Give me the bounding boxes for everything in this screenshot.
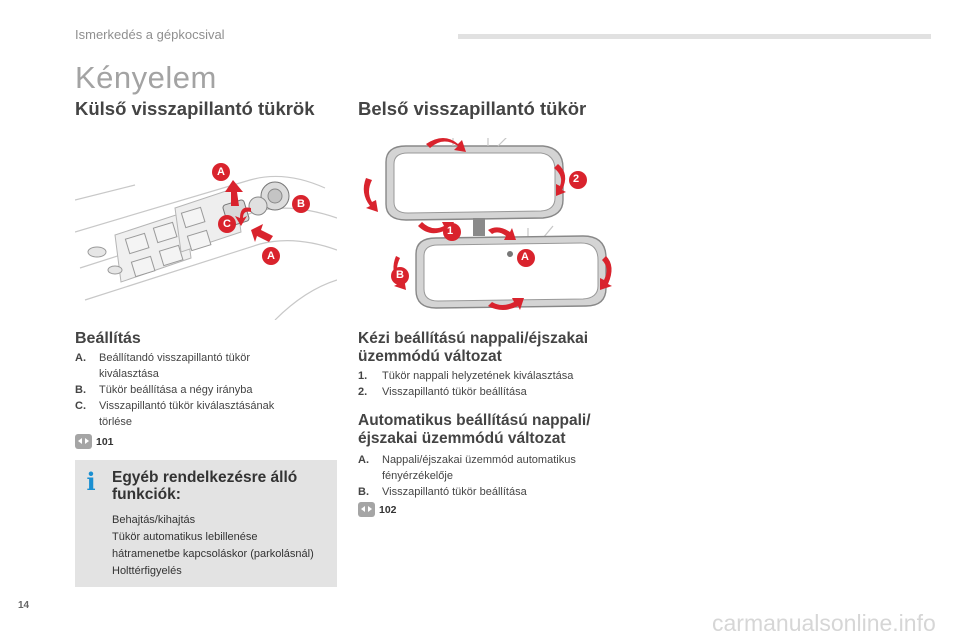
figure-label-b: B [297, 198, 305, 210]
manual-version-title [358, 330, 588, 366]
item-text: Visszapillantó tükör beállítása [382, 386, 527, 398]
info-title-line2: funkciók: [112, 486, 181, 503]
item-text: Visszapillantó tükör beállítása [382, 486, 527, 498]
list-item: Behajtás/kihajtás [112, 514, 196, 526]
page-reference-number: 102 [379, 503, 397, 516]
item-text: Beállítandó visszapillantó tükör [99, 352, 251, 364]
info-icon: i [86, 467, 96, 496]
manual-title-line2: üzemmódú változat [358, 348, 502, 365]
info-list [112, 512, 314, 580]
figure-label-1: 1 [447, 225, 454, 237]
header-section-title: Ismerkedés a gépkocsival [75, 27, 225, 42]
auto-title-line2: éjszakai üzemmódú változat [358, 430, 566, 447]
item-text: Nappali/éjszakai üzemmód automatikus [382, 454, 576, 466]
auto-title-line1: Automatikus beállítású nappali/ [358, 412, 591, 429]
item-key: C. [75, 400, 86, 412]
list-item: Tükör automatikus lebillenése [112, 531, 258, 543]
figure-label-c: C [223, 218, 231, 230]
page-link-icon [75, 434, 92, 449]
interior-mirror-illustration [358, 138, 628, 316]
figure-label-b-right: B [396, 269, 404, 281]
item-text-cont: fényérzékelője [382, 470, 453, 482]
page-link-icon [358, 502, 375, 517]
settings-list [75, 350, 330, 430]
settings-title: Beállítás [75, 330, 141, 347]
list-item [75, 398, 330, 430]
item-key: 1. [358, 370, 368, 382]
list-item [358, 384, 628, 400]
list-item [75, 350, 330, 382]
figure-label-a-bottom: A [267, 250, 275, 262]
item-text: Tükör beállítása a négy irányba [99, 384, 253, 396]
page-reference-101[interactable] [75, 434, 114, 449]
list-item: hátramenetbe kapcsoláskor (parkolásnál) [112, 548, 314, 560]
automatic-version-title [358, 412, 591, 448]
item-key: 2. [358, 386, 368, 398]
list-item [358, 484, 628, 500]
item-key: A. [358, 454, 369, 466]
door-switch-illustration [75, 140, 337, 320]
item-text: Visszapillantó tükör kiválasztásának [99, 400, 275, 412]
info-title [112, 469, 297, 503]
item-key: B. [358, 486, 369, 498]
figure-label-2: 2 [573, 173, 580, 185]
page-reference-number: 101 [96, 435, 114, 448]
auto-list [358, 452, 628, 500]
manual-title-line1: Kézi beállítású nappali/éjszakai [358, 330, 589, 347]
exterior-mirrors-heading: Külső visszapillantó tükrök [75, 98, 315, 119]
item-text-cont: törlése [99, 416, 133, 428]
watermark: carmanualsonline.info [712, 610, 936, 636]
item-key: B. [75, 384, 86, 396]
page-reference-102[interactable] [358, 502, 397, 517]
list-item [358, 368, 628, 384]
figure-label-a: A [521, 251, 529, 263]
manual-list [358, 368, 628, 400]
page-number: 14 [18, 600, 30, 611]
figure-label-a-top: A [217, 166, 225, 178]
list-item: Holttérfigyelés [112, 565, 182, 577]
item-text: Tükör nappali helyzetének kiválasztása [382, 370, 574, 382]
list-item [75, 382, 330, 398]
interior-mirror-heading: Belső visszapillantó tükör [358, 98, 587, 119]
page-title: Kényelem [75, 60, 217, 95]
item-key: A. [75, 352, 86, 364]
list-item [358, 452, 628, 484]
info-title-line1: Egyéb rendelkezésre álló [112, 469, 298, 486]
item-text-cont: kiválasztása [99, 368, 159, 380]
header-divider [458, 34, 931, 39]
